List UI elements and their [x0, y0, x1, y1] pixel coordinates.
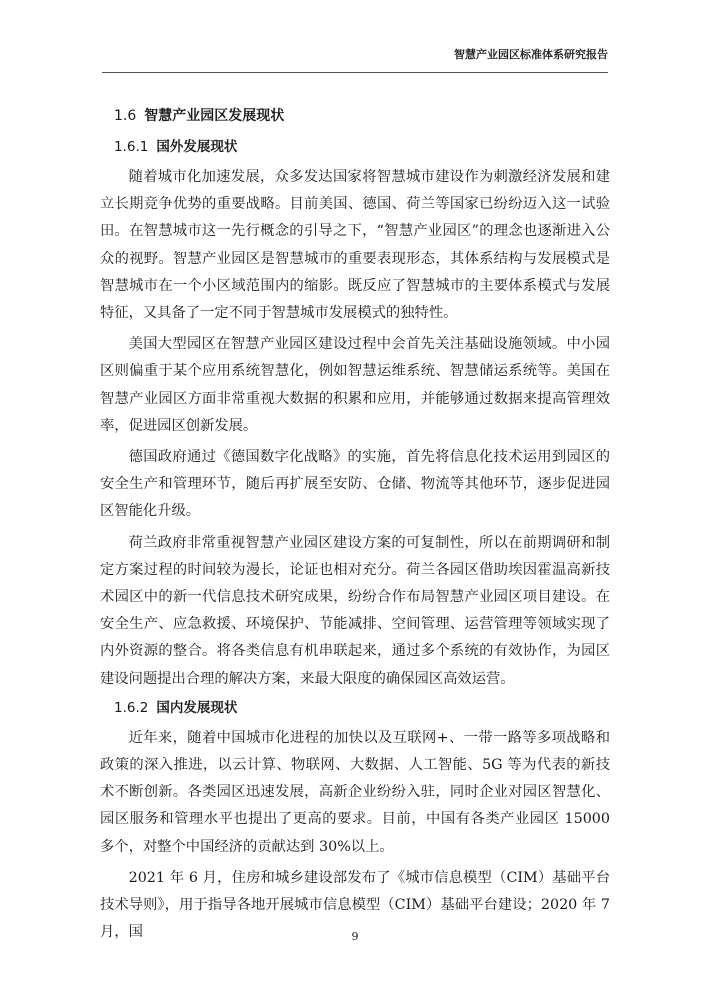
- subsection-heading-domestic: [114, 697, 610, 719]
- page-body: [100, 98, 610, 950]
- section-number: 1.6: [114, 108, 137, 124]
- subsection-title: 国内发展现状: [156, 699, 238, 716]
- paragraph: 美国大型园区在智慧产业园区建设过程中会首先关注基础设施领域。中小园区则偏重于某个应用系统智慧化，例如智慧运维系统、智慧储运系统等。美国在智慧产业园区方面非常重视大数据的积累和应用，并能够通过数据来提高管理效率，促进园区创新发展。: [100, 336, 610, 434]
- paragraph: 2021 年 6 月，住房和城乡建设部发布了《城市信息模型（CIM）基础平台技术导则》，用于指导各地开展城市信息模型（CIM）基础平台建设；2020 年 7 月，国: [100, 869, 610, 941]
- subsection-number: 1.6.1: [114, 139, 149, 155]
- paragraph: 近年来，随着中国城市化进程的加快以及互联网+、一带一路等多项战略和政策的深入推进，以云计算、物联网、大数据、人工智能、5G 等为代表的新技术不断创新。各类园区迅速发展，高新企业纷纷入驻，同时企业对园区智慧化、园区服务和管理水平也提出了更高的要求。目前，中国有各类产业园区 15000 多个，对整个中国经济的贡献达到 30%以上。: [100, 729, 610, 855]
- paragraph: 荷兰政府非常重视智慧产业园区建设方案的可复制性，所以在前期调研和制定方案过程的时间较为漫长，论证也相对充分。荷兰各园区借助埃因霍温高新技术园区中的新一代信息技术研究成果，纷纷合作布局智慧产业园区项目建设。在安全生产、应急救援、环境保护、节能减排、空间管理、运营管理等领域实现了内外资源的整合。将各类信息有机串联起来，通过多个系统的有效协作，为园区建设问题提出合理的解决方案，来最大限度的确保园区高效运营。: [100, 534, 610, 687]
- page-number: 9: [351, 930, 359, 943]
- header-rule: [102, 72, 608, 73]
- subsection-title: 国外发展现状: [156, 139, 238, 155]
- paragraph: 随着城市化加速发展，众多发达国家将智慧城市建设作为刺激经济发展和建立长期竞争优势的重要战略。目前美国、德国、荷兰等国家已纷纷迈入这一试验田。在智慧城市这一先行概念的引导之下，“智慧产业园区”的理念也逐渐进入公众的视野。智慧产业园区是智慧城市的重要表现形态，其体系结构与发展模式是智慧城市在一个小区域范围内的缩影。既反应了智慧城市的主要体系模式与发展特征，又具备了一定不同于智慧城市发展模式的独特性。: [100, 169, 610, 322]
- running-header: 智慧产业园区标准体系研究报告: [454, 48, 608, 61]
- section-heading: [114, 104, 610, 128]
- section-title: 智慧产业园区发展现状: [144, 108, 285, 124]
- subsection-number: 1.6.2: [114, 699, 149, 716]
- paragraph: 德国政府通过《德国数字化战略》的实施，首先将信息化技术运用到园区的安全生产和管理环节，随后再扩展至安防、仓储、物流等其他环节，逐步促进园区智能化升级。: [100, 449, 610, 520]
- subsection-heading-foreign: [114, 136, 610, 158]
